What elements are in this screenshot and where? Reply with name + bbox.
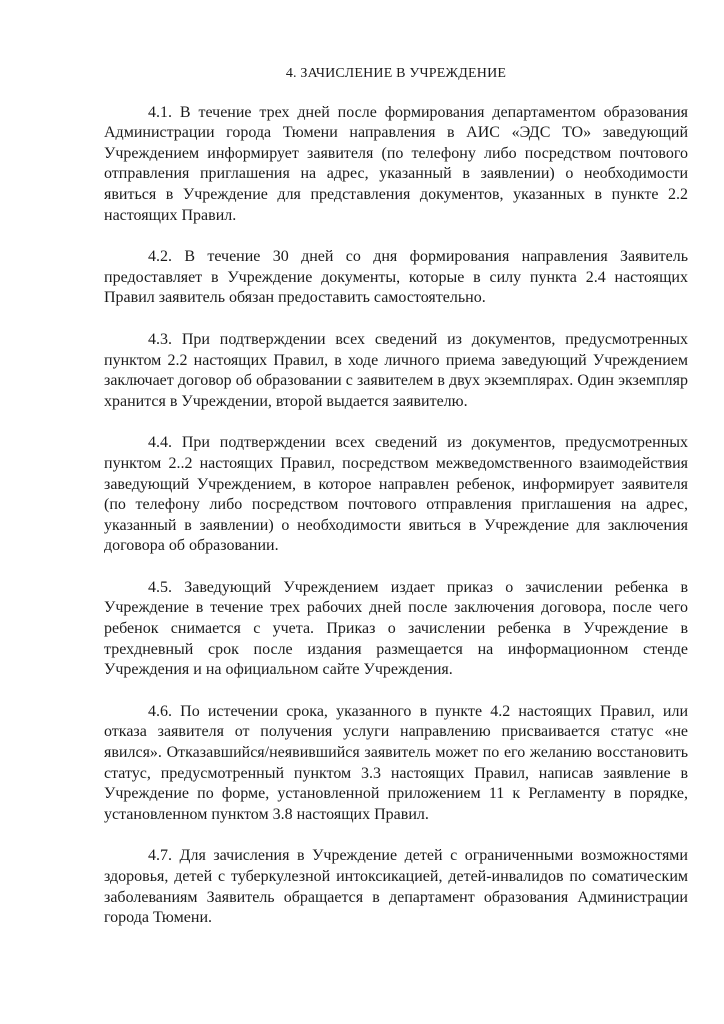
paragraph-4-5: 4.5. Заведующий Учреждением издает приказ о зачислении ребенка в Учреждение в течение трех рабочих дней после заключения договора, после чего ребенок снимается с учета. Приказ о зачислении ребенка в Учреждение в трехдневный срок после издания размещается на информационном стенде Учреждения и на официальном сайте Учреждения. <box>104 578 688 679</box>
paragraph-4-3: 4.3. При подтверждении всех сведений из документов, предусмотренных пунктом 2.2 настоящих Правил, в ходе личного приема заведующий Учреждением заключает договор об образовании с заявителем в двух экземплярах. Один экземпляр хранится в Учреждении, второй выдается заявителю. <box>104 330 688 410</box>
section-title: 4. ЗАЧИСЛЕНИЕ В УЧРЕЖДЕНИЕ <box>285 66 507 81</box>
paragraph-4-2: 4.2. В течение 30 дней со дня формирования направления Заявитель предоставляет в Учреждение документы, которые в силу пункта 2.4 настоящих Правил заявитель обязан предоставить самостоятельно. <box>104 248 688 307</box>
paragraph-4-4: 4.4. При подтверждении всех сведений из документов, предусмотренных пунктом 2..2 настоящих Правил, посредством межведомственного взаимодействия заведующий Учреждением, в которое направлен ребенок, информирует заявителя (по телефону либо посредством почтового отправления приглашения на адрес, указанный в заявлении) о необходимости явиться в Учреждение для заключения договора об образовании. <box>104 434 688 555</box>
paragraph-4-7: 4.7. Для зачисления в Учреждение детей с ограниченными возможностями здоровья, детей с туберкулезной интоксикацией, детей-инвалидов по соматическим заболеваниям Заявитель обращается в департамент образования Администрации города Тюмени. <box>104 847 688 927</box>
paragraph-4-6: 4.6. По истечении срока, указанного в пункте 4.2 настоящих Правил, или отказа заявителя от получения услуги направлению присваивается статус «не явился». Отказавшийся/неявившийся заявитель может по его желанию восстановить статус, предусмотренный пунктом 3.3 настоящих Правил, написав заявление в Учреждение по форме, установленной приложением 11 к Регламенту в порядке, установленном пунктом 3.8 настоящих Правил. <box>104 702 688 823</box>
document-page <box>104 64 688 950</box>
paragraph-4-1: 4.1. В течение трех дней после формирования департаментом образования Администрации города Тюмени направления в АИС «ЭДС ТО» заведующий Учреждением информирует заявителя (по телефону либо посредством почтового отправления приглашения на адрес, указанный в заявлении) о необходимости явиться в Учреждение для представления документов, указанных в пункте 2.2 настоящих Правил. <box>104 103 688 224</box>
